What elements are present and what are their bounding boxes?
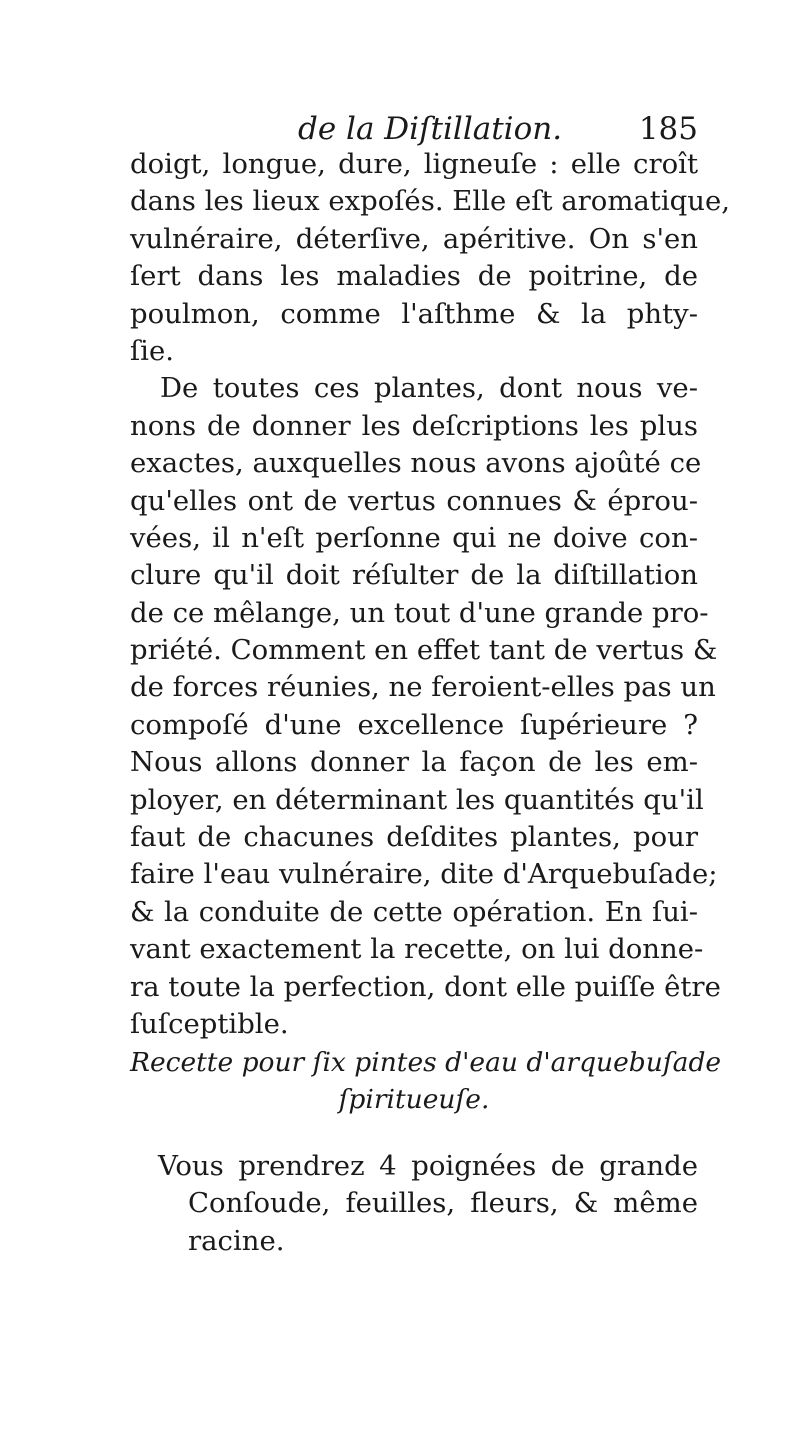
text-line: poulmon, comme l'aſthme & la phty- <box>130 297 698 330</box>
page-number: 185 <box>638 111 698 147</box>
text-line: faut de chacunes deſdites plantes, pour <box>130 821 698 854</box>
text-line: ra toute la perfection, dont elle puiſſe être <box>130 970 721 1003</box>
text-line: vées, il n'eſt perſonne qui ne doive con- <box>130 521 698 554</box>
recipe-line: Conſoude, feuilles, fleurs, & même <box>188 1187 698 1220</box>
text-line: ſie. <box>130 334 174 367</box>
text-line: priété. Comment en effet tant de vertus & <box>130 634 718 667</box>
text-line: nons de donner les deſcriptions les plus <box>130 409 698 442</box>
recipe-heading-line: Recette pour ſix pintes d'eau d'arquebuſade <box>130 1047 722 1078</box>
recipe-line: racine. <box>188 1224 285 1257</box>
recipe-heading <box>130 1044 722 1118</box>
text-line: faire l'eau vulnéraire, dite d'Arquebuſade; <box>130 858 718 891</box>
page-header <box>130 108 698 150</box>
recipe-line: Vous prendrez 4 poignées de grande <box>158 1150 698 1182</box>
text-line: ſuſceptible. <box>130 1007 289 1040</box>
text-line: qu'elles ont de vertus connues & éprou- <box>130 484 698 517</box>
text-line: ſert dans les maladies de poitrine, de <box>130 260 698 293</box>
recipe-text <box>130 1148 698 1260</box>
text-line: ployer, en déterminant les quantités qu'il <box>130 783 704 816</box>
text-line: exactes, auxquelles nous avons ajoûté ce <box>130 447 702 480</box>
text-line: dans les lieux expoſés. Elle eſt aromatique, <box>130 185 730 218</box>
body-text <box>130 146 730 1043</box>
running-head: de la Diſtillation. <box>298 111 563 147</box>
text-line: clure qu'il doit réſulter de la diſtillation <box>130 559 698 592</box>
text-line: de ce mêlange, un tout d'une grande pro- <box>130 596 709 629</box>
text-line: doigt, longue, dure, ligneuſe : elle croît <box>130 148 698 180</box>
text-line: & la conduite de cette opération. En ſui- <box>130 895 698 928</box>
text-line: Nous allons donner la façon de les em- <box>130 746 698 779</box>
text-line: de forces réunies, ne feroient-elles pas un <box>130 671 716 704</box>
recipe-heading-line: ſpiritueuſe. <box>338 1084 490 1115</box>
text-line: vant exactement la recette, on lui donne- <box>130 933 704 966</box>
text-line: vulnéraire, déterſive, apéritive. On s'en <box>130 222 698 255</box>
paragraph-start-line: De toutes ces plantes, dont nous ve- <box>160 372 698 405</box>
text-line: compoſé d'une excellence ſupérieure ? <box>130 708 698 741</box>
